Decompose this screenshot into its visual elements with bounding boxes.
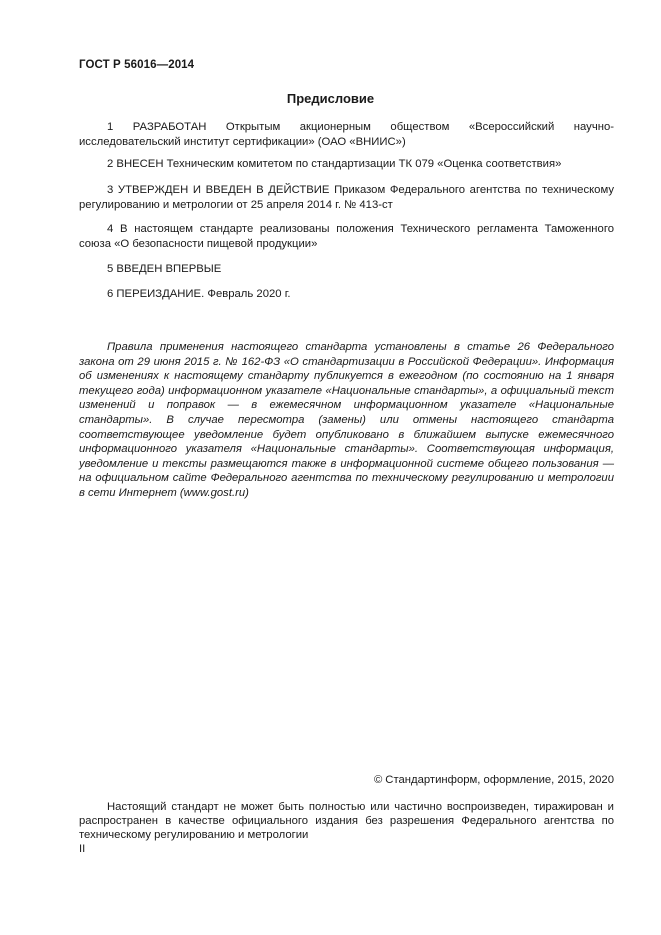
page-title: Предисловие	[286, 91, 375, 106]
reproduction-notice: Настоящий стандарт не может быть полностью или частично воспроизведен, тиражирован и распространен в качестве официального издания без разрешения Федерального агентства по техническому регулированию и метрологии	[79, 801, 614, 842]
copyright-text: Стандартинформ, оформление, 2015, 2020	[385, 774, 614, 786]
copyright-line	[374, 774, 614, 786]
foreword-item-introduced: 2 ВНЕСЕН Техническим комитетом по стандартизации ТК 079 «Оценка соответствия»	[107, 158, 562, 170]
application-rules-notice: Правила применения настоящего стандарта установлены в статье 26 Федерального закона от 29 июня 2015 г. № 162-ФЗ «О стандартизации в Российской Федерации». Информация об изменениях к настоящему стандарту публикуется в ежегодном (по состоянию на 1 января текущего года) информационном указателе «Национальные стандарты», а официальный текст изменений и поправок — в ежемесячном информационном указателе «Национальные стандарты». В случае пересмотра (замены) или отмены настоящего стандарта соответствующее уведомление будет опубликовано в ближайшем выпуске ежемесячного информационного указателя «Национальные стандарты». Соответствующая информация, уведомление и тексты размещаются также в информационной системе общего пользования — на официальном сайте Федерального агентства по техническому регулированию и метрологии в сети Интернет (www.gost.ru)	[79, 341, 614, 499]
standard-code: ГОСТ Р 56016—2014	[79, 59, 195, 71]
page-number: II	[79, 843, 86, 855]
foreword-item-developed: 1 РАЗРАБОТАН Открытым акционерным обществом «Всероссийский научно-исследовательский институт сертификации» (ОАО «ВНИИС»)	[79, 121, 614, 148]
foreword-item-reissue: 6 ПЕРЕИЗДАНИЕ. Февраль 2020 г.	[107, 288, 291, 300]
foreword-item-first-introduced: 5 ВВЕДЕН ВПЕРВЫЕ	[107, 263, 222, 275]
copyright-symbol: ©	[373, 774, 383, 786]
foreword-item-approved: 3 УТВЕРЖДЕН И ВВЕДЕН В ДЕЙСТВИЕ Приказом Федерального агентства по техническому регулированию и метрологии от 25 апреля 2014 г. № 413-ст	[79, 184, 614, 211]
foreword-item-regulation: 4 В настоящем стандарте реализованы положения Технического регламента Таможенного союза «О безопасности пищевой продукции»	[79, 223, 614, 250]
